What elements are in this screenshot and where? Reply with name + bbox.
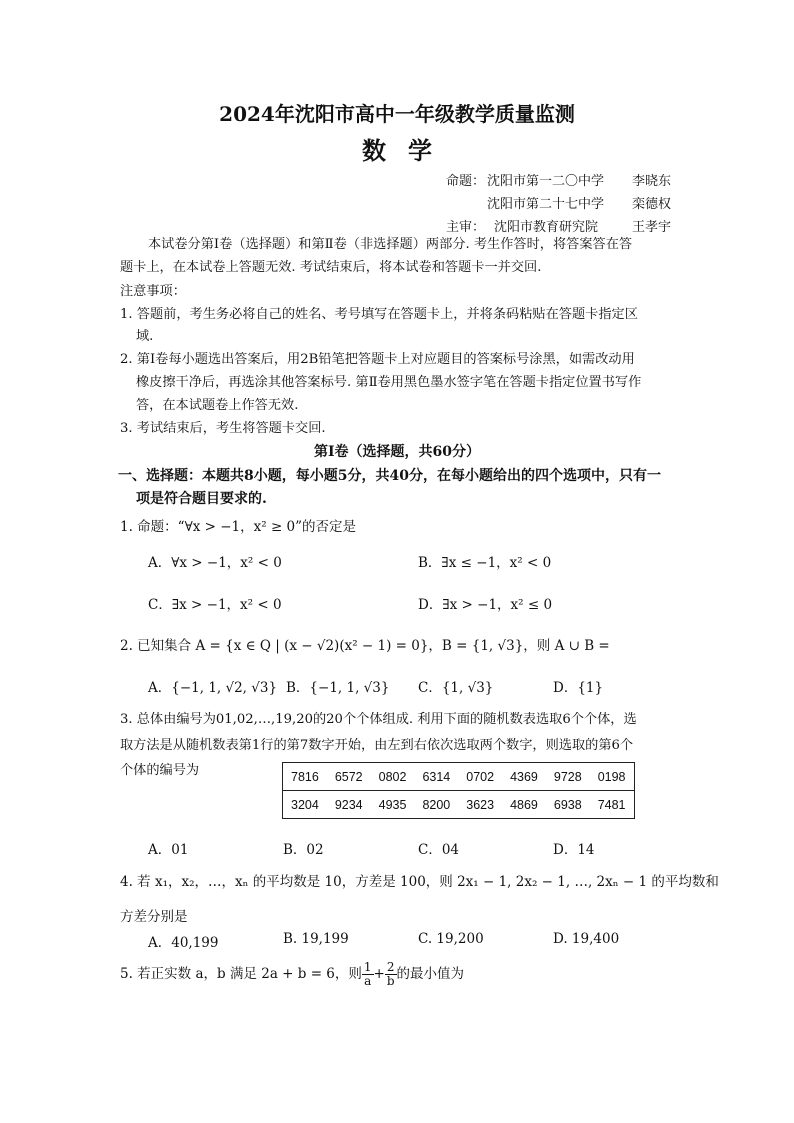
table-cell: 7816 xyxy=(283,763,327,791)
q4-option-a: A．40,199 xyxy=(148,935,219,951)
part1-title: 第Ⅰ卷（选择题，共60分） xyxy=(313,444,481,460)
notice-2a: 2. 第Ⅰ卷每小题选出答案后，用2B铅笔把答题卡上对应题目的答案标号涂黑，如需改动用 xyxy=(120,352,635,367)
table-cell: 9234 xyxy=(327,791,371,819)
credit-school-1: 沈阳市第一二〇中学 xyxy=(487,174,605,189)
notice-1b: 域. xyxy=(136,329,154,344)
section-one-line-b: 项是符合题目要求的. xyxy=(136,491,267,507)
q2-option-b: B．{−1, 1, √3} xyxy=(286,680,390,696)
q4-line-2: 方差分别是 xyxy=(120,909,188,925)
table-cell: 6938 xyxy=(546,791,590,819)
table-cell: 3623 xyxy=(458,791,502,819)
subject-title: 数学 xyxy=(362,136,454,165)
q4-option-c: C. 19,200 xyxy=(418,931,484,947)
section-one-line-a: 一、选择题：本题共8小题，每小题5分，共40分，在每小题给出的四个选项中，只有一 xyxy=(118,468,661,484)
intro-line-2: 题卡上，在本试卷上答题无效. 考试结束后，将本试卷和答题卡一并交回. xyxy=(120,260,542,275)
q2-option-c: C．{1, √3} xyxy=(418,680,494,696)
q5-stem-post: 的最小值为 xyxy=(396,966,465,982)
credit-school-3: 沈阳市教育研究院 xyxy=(494,220,599,235)
q2-option-d: D．{1} xyxy=(553,680,604,696)
table-cell: 4369 xyxy=(502,763,546,791)
table-cell: 8200 xyxy=(414,791,458,819)
plus-sign: + xyxy=(373,966,385,982)
credit-name-3: 王孝宇 xyxy=(632,220,672,235)
fraction-numerator: 2 xyxy=(385,961,397,975)
q5-stem-pre: 5. 若正实数 a，b 满足 2a + b = 6，则 xyxy=(120,966,362,982)
notice-2b: 橡皮擦干净后，再选涂其他答案标号. 第Ⅱ卷用黑色墨水签字笔在答题卡指定位置书写作 xyxy=(136,375,642,390)
table-cell: 6572 xyxy=(327,763,371,791)
table-cell: 0198 xyxy=(590,763,634,791)
table-cell: 6314 xyxy=(414,763,458,791)
q3-option-b: B．02 xyxy=(283,842,324,858)
q5-stem xyxy=(120,957,464,991)
fraction-denominator: a xyxy=(364,974,372,988)
notice-3: 3. 考试结束后，考生将答题卡交回. xyxy=(120,421,326,436)
notice-1a: 1. 答题前，考生务必将自己的姓名、考号填写在答题卡上，并将条码粘贴在答题卡指定区 xyxy=(120,307,638,322)
table-cell: 3204 xyxy=(283,791,327,819)
table-row xyxy=(283,791,635,819)
notice-title: 注意事项： xyxy=(120,284,186,299)
q4-line-1: 4. 若 x₁，x₂，…，xₙ 的平均数是 10，方差是 100，则 2x₁ − 1, 2x₂ − 1, …, 2xₙ − 1 的平均数和 xyxy=(120,874,719,890)
q3-option-a: A．01 xyxy=(148,842,189,858)
q3-line-1: 3. 总体由编号为01,02,…,19,20的20个个体组成. 利用下面的随机数表选取6个个体，选 xyxy=(120,712,637,727)
table-cell: 7481 xyxy=(590,791,634,819)
fraction-2-over-b xyxy=(385,961,397,988)
q1-option-c: C．∃x > −1，x² < 0 xyxy=(148,597,282,613)
q3-option-d: D．14 xyxy=(553,842,595,858)
credit-role-review: 主审： xyxy=(446,220,486,235)
q1-stem: 1. 命题：“∀x > −1，x² ≥ 0”的否定是 xyxy=(120,519,357,535)
credit-role-author: 命题： xyxy=(446,174,486,189)
q3-line-3: 个体的编号为 xyxy=(120,763,200,778)
table-cell: 0702 xyxy=(458,763,502,791)
fraction-numerator: 1 xyxy=(363,960,372,974)
fraction-denominator: b xyxy=(386,974,395,988)
table-cell: 0802 xyxy=(371,763,415,791)
q4-option-d: D. 19,400 xyxy=(553,931,620,947)
q4-option-b: B. 19,199 xyxy=(283,931,349,947)
table-cell: 4869 xyxy=(502,791,546,819)
page-title: 2024年沈阳市高中一年级教学质量监测 xyxy=(219,102,575,126)
q1-option-a: A．∀x > −1，x² < 0 xyxy=(148,555,282,571)
q2-option-a: A．{−1, 1, √2, √3} xyxy=(148,680,278,696)
table-cell: 4935 xyxy=(371,791,415,819)
q1-option-b: B．∃x ≤ −1，x² < 0 xyxy=(418,555,552,571)
q3-line-2: 取方法是从随机数表第1行的第7数字开始，由左到右依次选取两个数字，则选取的第6个 xyxy=(120,738,634,753)
q2-stem: 2. 已知集合 A = {x ∈ Q | (x − √2)(x² − 1) = 0}，B = {1, √3}，则 A ∪ B = xyxy=(120,638,610,654)
fraction-1-over-a xyxy=(362,961,374,988)
table-cell: 9728 xyxy=(546,763,590,791)
table-row xyxy=(283,763,635,791)
q1-option-d: D．∃x > −1，x² ≤ 0 xyxy=(418,597,553,613)
intro-line-1: 本试卷分第Ⅰ卷（选择题）和第Ⅱ卷（非选择题）两部分. 考生作答时，将答案答在答 xyxy=(148,237,633,252)
credit-school-2: 沈阳市第二十七中学 xyxy=(487,197,605,212)
credit-name-1: 李晓东 xyxy=(632,174,672,189)
q3-option-c: C．04 xyxy=(418,842,460,858)
random-number-table xyxy=(282,762,635,819)
credit-name-2: 栾德权 xyxy=(632,197,672,212)
notice-2c: 答，在本试题卷上作答无效. xyxy=(136,398,299,413)
